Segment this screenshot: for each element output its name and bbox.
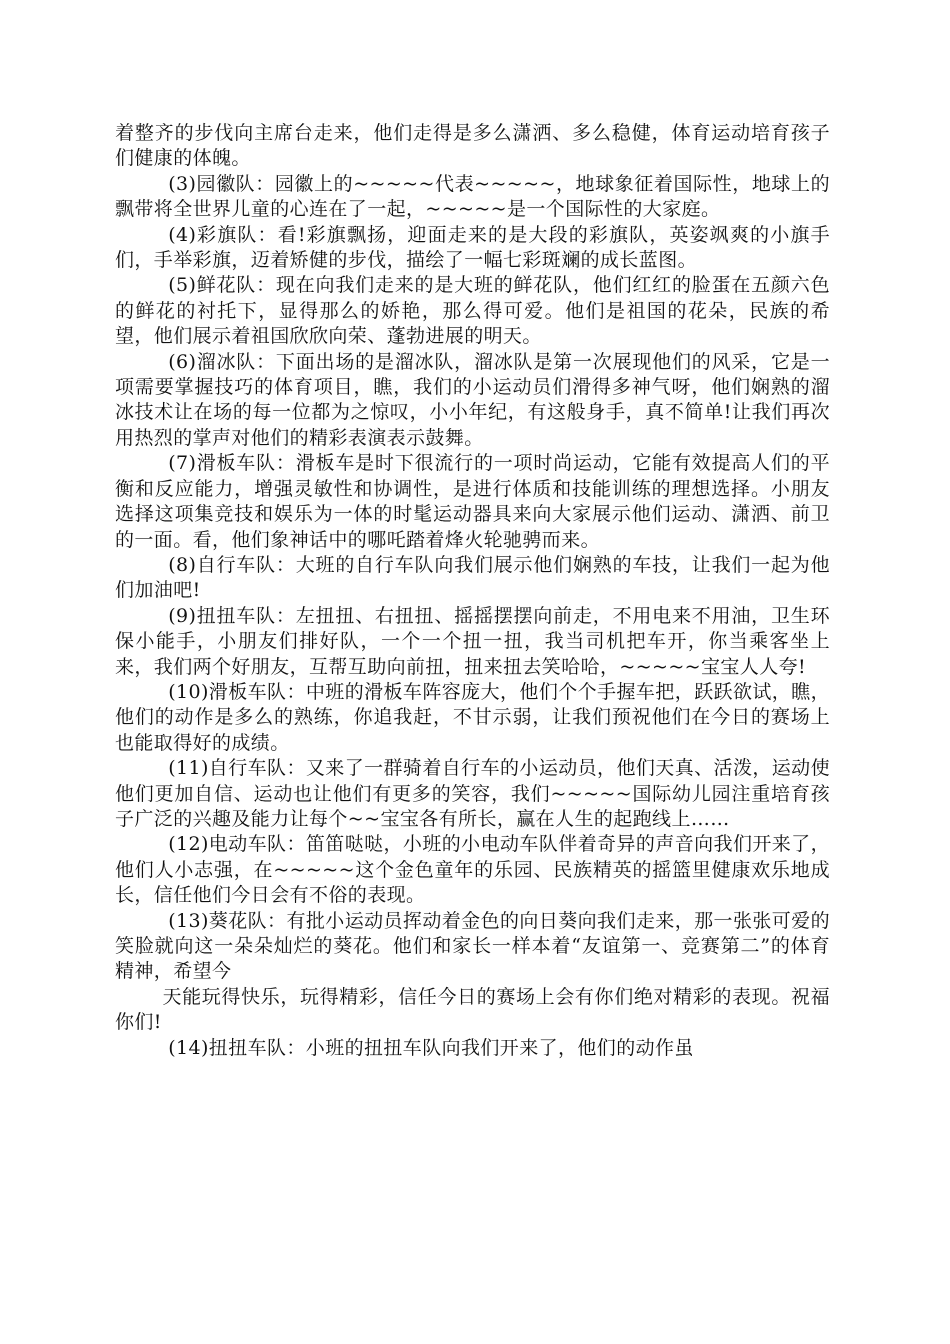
paragraph-flower-team: (5)鲜花队：现在向我们走来的是大班的鲜花队，他们红红的脸蛋在五颜六色的鲜花的衬托下，显得那么的娇艳，那么得可爱。他们是祖国的花朵，民族的希望，他们展示着祖国欣欣向荣、蓬勃进展的明天。 [115, 274, 830, 348]
paragraph-small-twist-car-team: (14)扭扭车队：小班的扭扭车队向我们开来了，他们的动作虽 [168, 1036, 694, 1059]
paragraph-middle-scooter-team: (10)滑板车队：中班的滑板车阵容庞大，他们个个手握车把，跃跃欲试，瞧，他们的动作是多么的熟练，你追我赶，不甘示弱，让我们预祝他们在今日的赛场上也能取得好的成绩。 [115, 680, 830, 754]
paragraph-twist-car-team: (9)扭扭车队：左扭扭、右扭扭、摇摇摆摆向前走，不用电来不用油，卫生环保小能手，小朋友们排好队，一个一个扭一扭，我当司机把车开，你当乘客坐上来，我们两个好朋友，互帮互助向前扭，扭来扭去笑哈哈，~~~~~宝宝人人夸! [115, 604, 830, 678]
paragraph-flag-team: (4)彩旗队：看!彩旗飘扬，迎面走来的是大段的彩旗队，英姿飒爽的小旗手们，手举彩旗，迈着矫健的步伐，描绘了一幅七彩斑斓的成长蓝图。 [115, 223, 830, 272]
paragraph-emblem-team: (3)园徽队：园徽上的~~~~~代表~~~~~，地球象征着国际性，地球上的飘带将全世界儿童的心连在了一起，~~~~~是一个国际性的大家庭。 [115, 172, 830, 221]
paragraph-skating-team: (6)溜冰队：下面出场的是溜冰队，溜冰队是第一次展现他们的风采，它是一项需要掌握技巧的体育项目，瞧，我们的小运动员们滑得多神气呀，他们娴熟的溜冰技术让在场的每一位都为之惊叹，小小年纪，有这般身手，真不简单!让我们再次用热烈的掌声对他们的精彩表演表示鼓舞。 [115, 350, 830, 449]
paragraph-scooter-team: (7)滑板车队：滑板车是时下很流行的一项时尚运动，它能有效提高人们的平衡和反应能力，增强灵敏性和协调性，是进行体质和技能训练的理想选择。小朋友选择这项集竞技和娱乐为一体的时髦运动器具来向大家展示他们运动、潇洒、前卫的一面。看，他们象神话中的哪吒踏着烽火轮驰骋而来。 [115, 452, 830, 551]
paragraph-bicycle-team: (8)自行车队：大班的自行车队向我们展示他们娴熟的车技，让我们一起为他们加油吧! [115, 553, 830, 602]
paragraph-second-bicycle-team: (11)自行车队：又来了一群骑着自行车的小运动员，他们天真、活泼，运动使他们更加自信、运动也让他们有更多的笑容，我们~~~~~国际幼儿园注重培育孩子广泛的兴趣及能力让每个~~宝宝各有所长，赢在人生的起跑线上…… [115, 757, 830, 830]
paragraph-continuation: 着整齐的步伐向主席台走来，他们走得是多么潇洒、多么稳健，体育运动培育孩子们健康的体魄。 [115, 122, 830, 170]
paragraph-sunflower-team: (13)葵花队：有批小运动员挥动着金色的向日葵向我们走来，那一张张可爱的笑脸就向这一朵朵灿烂的葵花。他们和家长一样本着“友谊第一、竞赛第二”的体育精神，希望今 [115, 909, 830, 983]
paragraph-sunflower-continued: 天能玩得快乐，玩得精彩，信任今日的赛场上会有你们绝对精彩的表现。祝福你们! [115, 985, 830, 1034]
document-page [115, 121, 830, 1061]
paragraph-electric-car-team: (12)电动车队：笛笛哒哒，小班的小电动车队伴着奇异的声音向我们开来了，他们人小志强，在~~~~~这个金色童年的乐园、民族精英的摇篮里健康欢乐地成长，信任他们今日会有不俗的表现。 [115, 833, 830, 907]
